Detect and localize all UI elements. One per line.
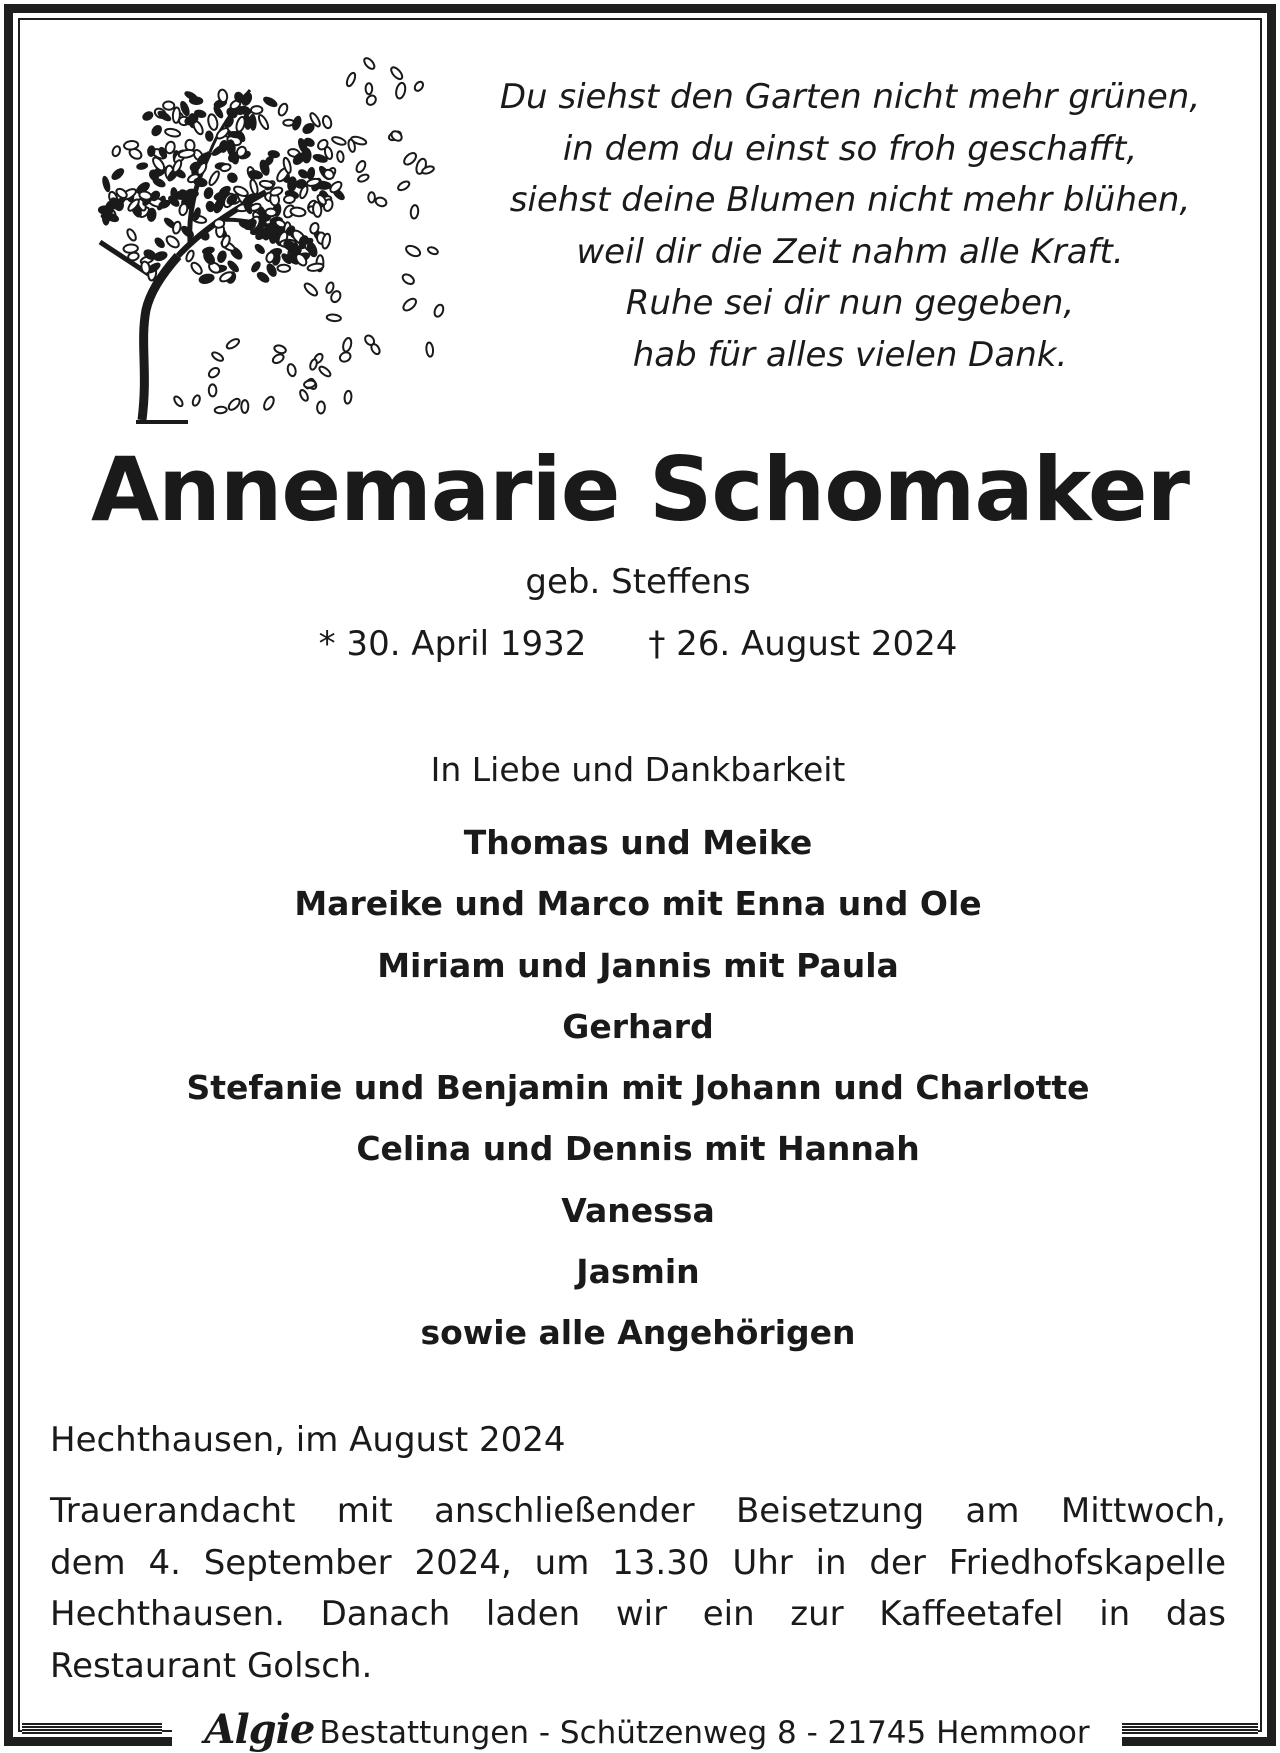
- birth-date: * 30. April 1932: [318, 624, 587, 664]
- footer-text: [172, 1706, 1122, 1753]
- mourner-line: Miriam und Jannis mit Paula: [377, 945, 899, 985]
- deceased-name: Annemarie Schomaker: [90, 438, 1189, 541]
- death-date: † 26. August 2024: [648, 624, 958, 664]
- service-line: dem 4. September 2024, um 13.30 Uhr in der Friedhofskapelle: [50, 1542, 1226, 1583]
- maiden-name: geb. Steffens: [525, 562, 751, 602]
- life-dates: [0, 624, 1276, 664]
- mourner-line: Gerhard: [562, 1006, 714, 1046]
- poem: [470, 72, 1230, 381]
- poem-line: hab für alles vielen Dank.: [632, 334, 1068, 375]
- mourner-line: Celina und Dennis mit Hannah: [356, 1129, 920, 1169]
- mourner-line: Jasmin: [576, 1252, 700, 1292]
- mourner-line: Vanessa: [561, 1190, 715, 1230]
- mourners-list: [0, 812, 1276, 1364]
- poem-line: in dem du einst so froh geschafft,: [562, 128, 1138, 169]
- mourner-line: Mareike und Marco mit Enna und Ole: [294, 884, 982, 924]
- funeral-home-address: Bestattungen - Schützenweg 8 - 21745 Hemmoor: [319, 1715, 1090, 1751]
- poem-line: Du siehst den Garten nicht mehr grünen,: [499, 77, 1201, 117]
- footer-rule: [1114, 1723, 1258, 1734]
- mourner-line: sowie alle Angehörigen: [420, 1313, 856, 1353]
- funeral-home-footer: [22, 1706, 1258, 1753]
- windblown-tree-icon: [70, 42, 450, 432]
- service-notice: [50, 1486, 1226, 1692]
- mourner-line: Thomas und Meike: [463, 823, 813, 862]
- mourner-line: Stefanie und Benjamin mit Johann und Charlotte: [186, 1068, 1090, 1108]
- footer-rule: [22, 1723, 162, 1734]
- poem-line: siehst deine Blumen nicht mehr blühen,: [509, 180, 1191, 220]
- mourners-intro: In Liebe und Dankbarkeit: [430, 750, 846, 789]
- service-line: Hechthausen. Danach laden wir ein zur Kaffeetafel in das: [50, 1594, 1226, 1634]
- poem-line: weil dir die Zeit nahm alle Kraft.: [576, 231, 1124, 272]
- place-and-date: Hechthausen, im August 2024: [50, 1420, 566, 1460]
- poem-line: Ruhe sei dir nun gegeben,: [625, 283, 1075, 323]
- service-line: Restaurant Golsch.: [50, 1645, 373, 1686]
- funeral-home-logo: Algie: [204, 1706, 315, 1753]
- service-line: Trauerandacht mit anschließender Beisetzung am Mittwoch,: [50, 1491, 1226, 1531]
